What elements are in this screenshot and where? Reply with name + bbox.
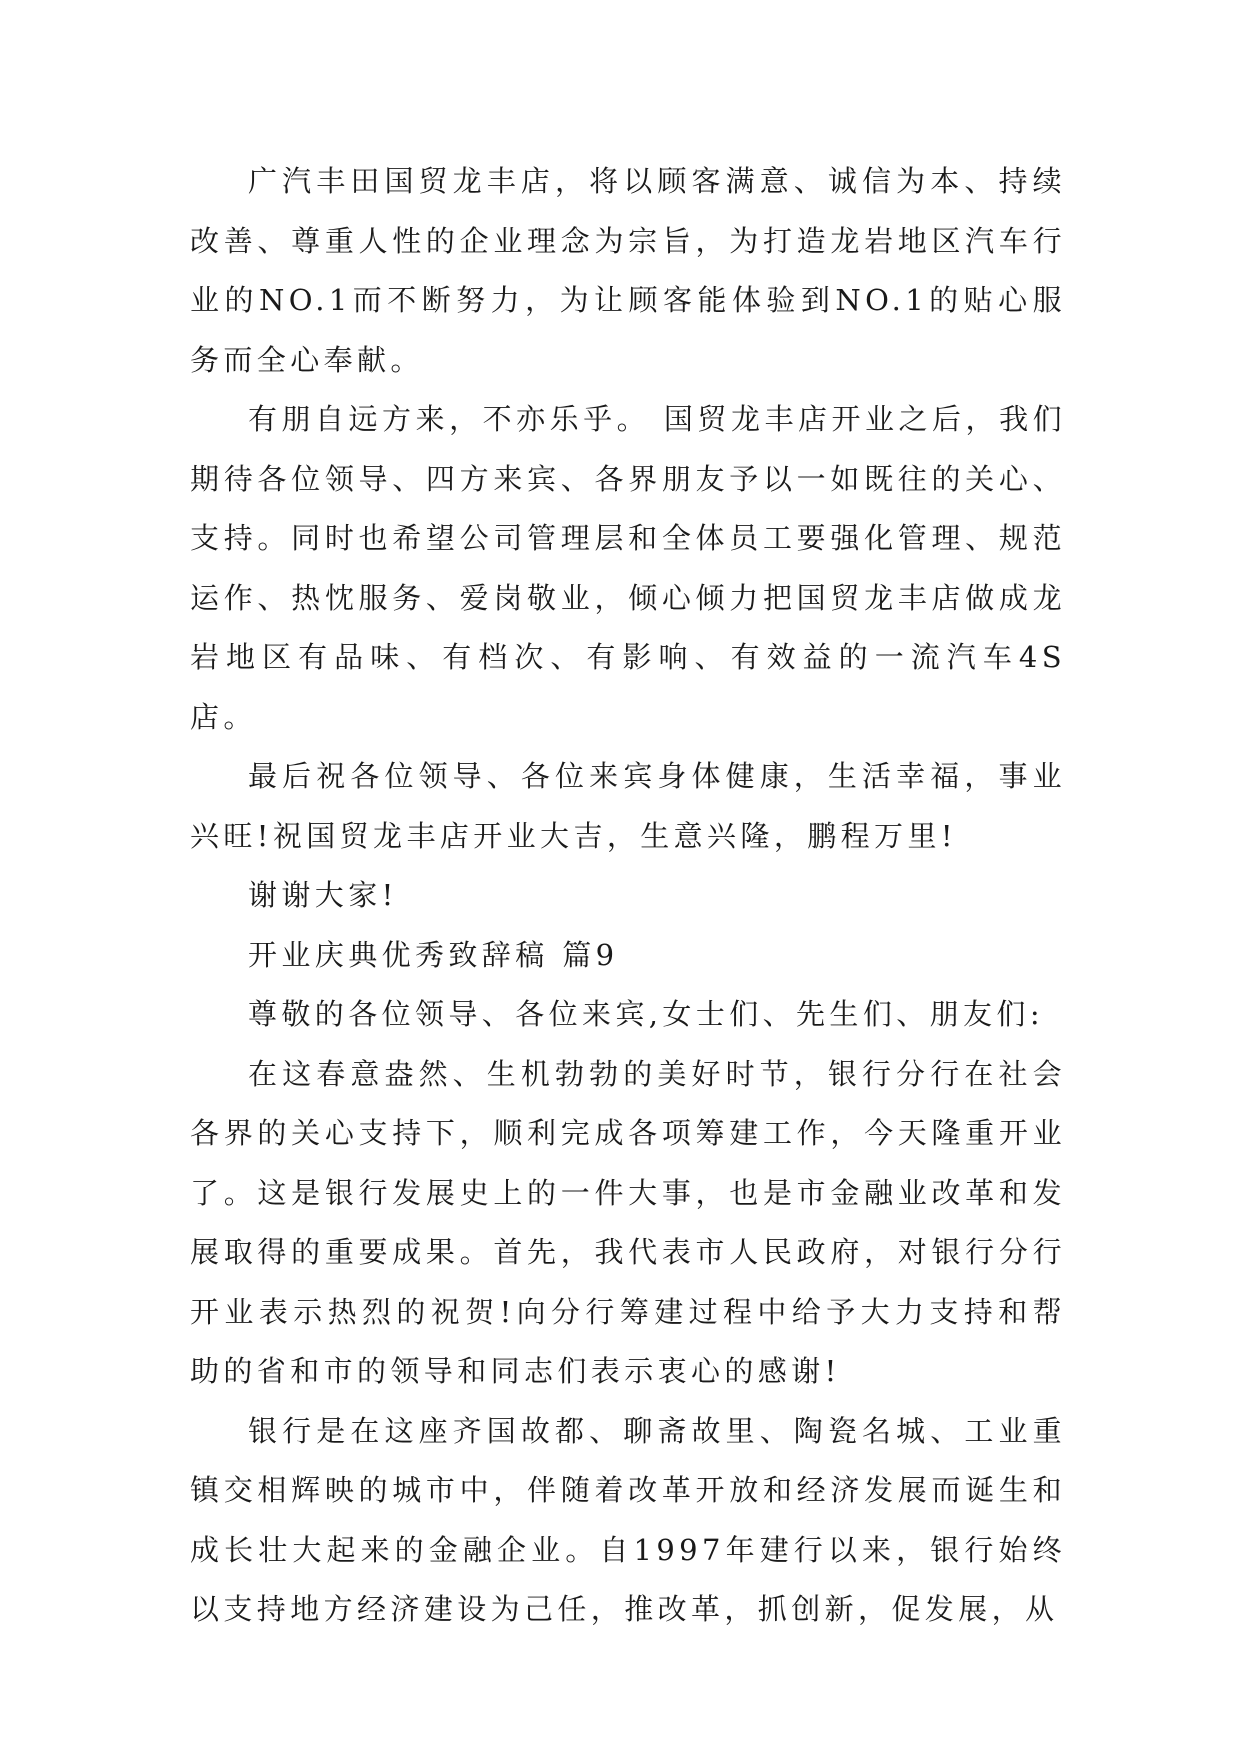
- paragraph-expectations: 有朋自远方来，不亦乐乎。 国贸龙丰店开业之后，我们期待各位领导、四方来宾、各界朋友予以一如既往的关心、支持。同时也希望公司管理层和全体员工要强化管理、规范运作、热忱服务、爱岗敬业，倾心倾力把国贸龙丰店做成龙岩地区有品味、有档次、有影响、有效益的一流汽车4S店。: [190, 402, 1066, 734]
- paragraph-closing-wishes: 最后祝各位领导、各位来宾身体健康，生活幸福，事业兴旺!祝国贸龙丰店开业大吉，生意兴隆，鹏程万里!: [190, 759, 1066, 853]
- paragraph-salutation: 尊敬的各位领导、各位来宾,女士们、先生们、朋友们:: [248, 997, 1044, 1031]
- paragraph-bank-opening: 在这春意盎然、生机勃勃的美好时节，银行分行在社会各界的关心支持下，顺利完成各项筹建工作，今天隆重开业了。这是银行发展史上的一件大事，也是市金融业改革和发展取得的重要成果。首先，我代表市人民政府，对银行分行开业表示热烈的祝贺!向分行筹建过程中给予大力支持和帮助的省和市的领导和同志们表示衷心的感谢!: [190, 1056, 1066, 1388]
- paragraph-bank-history: 银行是在这座齐国故都、聊斋故里、陶瓷名城、工业重镇交相辉映的城市中，伴随着改革开放和经济发展而诞生和成长壮大起来的金融企业。自1997年建行以来，银行始终以支持地方经济建设为己任，推改革，抓创新，促发展，从: [190, 1413, 1066, 1626]
- paragraph-store-philosophy: 广汽丰田国贸龙丰店，将以顾客满意、诚信为本、持续改善、尊重人性的企业理念为宗旨，为打造龙岩地区汽车行业的NO.1而不断努力，为让顾客能体验到NO.1的贴心服务而全心奉献。: [190, 164, 1066, 377]
- section-heading: 开业庆典优秀致辞稿 篇9: [248, 937, 619, 972]
- document-body: [190, 152, 1066, 1640]
- paragraph-thanks: 谢谢大家!: [248, 878, 398, 912]
